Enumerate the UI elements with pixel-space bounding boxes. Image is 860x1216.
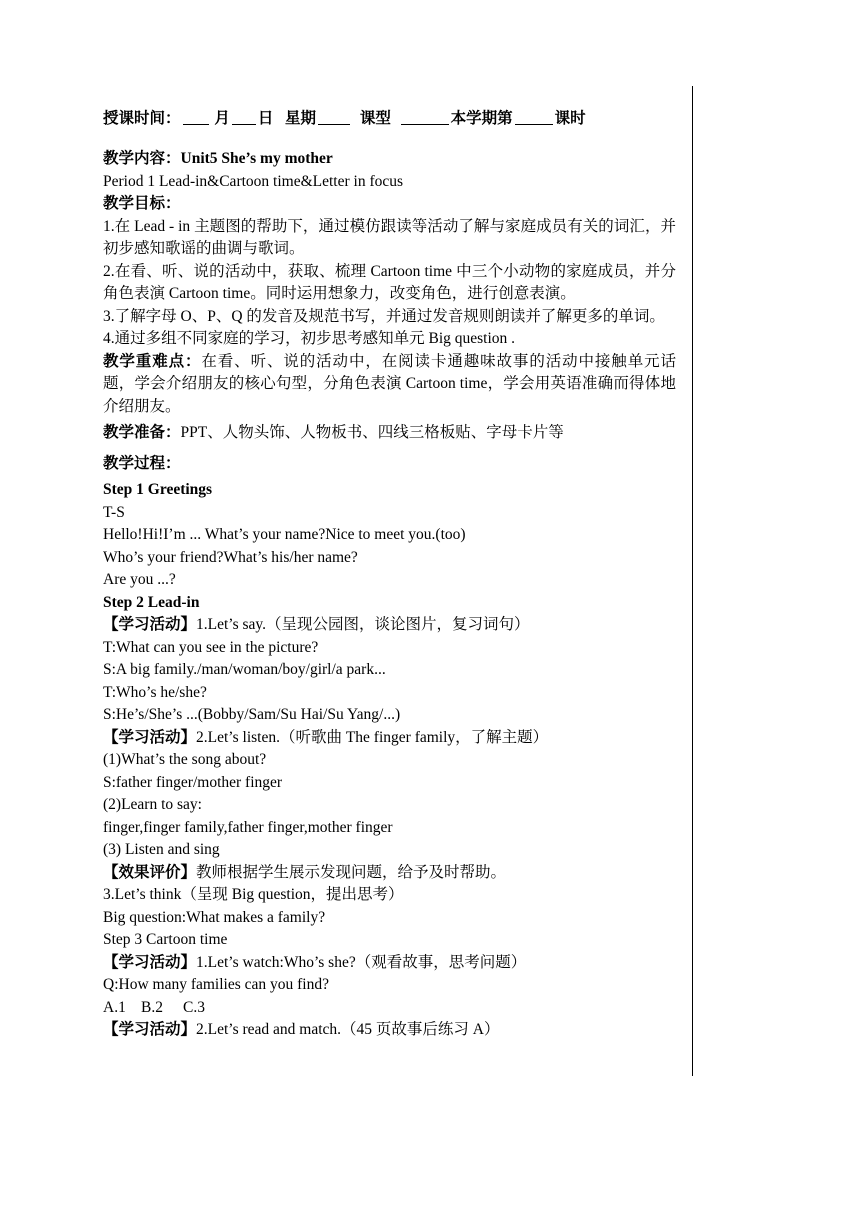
- activity-tag: 【学习活动】: [103, 1021, 197, 1038]
- step1-title: Step 1 Greetings: [103, 481, 213, 498]
- date-label: 授课时间：: [103, 110, 181, 127]
- weekday-label: 星期: [285, 110, 317, 127]
- evaluation-tag: 【效果评价】: [103, 863, 197, 881]
- activity-text: 1.Let’s watch:Who’s she?（观看故事，思考问题）: [196, 953, 527, 971]
- day-label: 日: [257, 110, 274, 127]
- activity-text: 1.Let’s say.（呈现公园图，谈论图片，复习词句）: [196, 616, 530, 633]
- dialog-line: finger,finger family,father finger,mother finger: [103, 818, 393, 836]
- step2-activity-2: [103, 727, 676, 750]
- step1-line: Who’s your friend?What’s his/her name?: [103, 548, 358, 566]
- content-label: 教学内容：: [103, 150, 181, 167]
- dialog-line: T:What can you see in the picture?: [103, 638, 319, 656]
- step2-title: Step 2 Lead-in: [103, 593, 200, 611]
- lesson-plan: [103, 104, 676, 1042]
- goal-item-2: 2.在看、听、说的活动中，获取、梳理 Cartoon time 中三个小动物的家庭成员，并分角色表演 Cartoon time。同时运用想象力，改变角色，进行创意表演。: [103, 262, 676, 302]
- key-points-label: 教学重难点：: [103, 352, 202, 370]
- dialog-line: S:father finger/mother finger: [103, 773, 283, 791]
- prep-label: 教学准备：: [103, 424, 181, 441]
- key-points-text: 在看、听、说的活动中，在阅读卡通趣味故事的活动中接触单元话题，学会介绍朋友的核心句型，分角色表演 Cartoon time，学会用英语准确而得体地介绍朋友。: [103, 352, 676, 415]
- option-c: C.3: [183, 998, 205, 1016]
- step2-evaluation: [103, 862, 676, 885]
- month-label: 月: [214, 110, 230, 127]
- step1-line: Hello!Hi!I’m ... What’s your name?Nice to meet you.(too): [103, 526, 466, 543]
- dialog-line: T:Who’s he/she?: [103, 683, 207, 701]
- prep-text: PPT、人物头饰、人物板书、四线三格板贴、字母卡片等: [180, 424, 564, 441]
- activity-tag: 【学习活动】: [103, 728, 197, 746]
- activity-tag: 【学习活动】: [103, 616, 197, 633]
- step3-activity-2: [103, 1019, 676, 1042]
- process-label: 教学过程：: [103, 454, 181, 472]
- step2-think: 3.Let’s think（呈现 Big question，提出思考）: [103, 886, 404, 903]
- unit-title: Unit5 She’s my mother: [180, 150, 333, 167]
- weekday-blank: [318, 108, 350, 125]
- lesson-type-label: 课型: [359, 110, 391, 127]
- step3-activity-1: [103, 952, 676, 975]
- dialog-line: S:He’s/She’s ...(Bobby/Sam/Su Hai/Su Yang/...): [103, 706, 401, 723]
- option-a: A.1: [103, 998, 126, 1016]
- month-blank: [183, 108, 209, 125]
- goal-item-4: 4.通过多组不同家庭的学习，初步思考感知单元 Big question .: [103, 330, 516, 347]
- term-lesson-blank: [515, 108, 553, 125]
- step1-line: Are you ...?: [103, 571, 176, 588]
- header-line: [103, 104, 676, 134]
- table-border-line: [692, 86, 693, 1076]
- activity-text: 2.Let’s listen.（听歌曲 The finger family，了解主题）: [196, 728, 549, 746]
- prep: [103, 422, 676, 445]
- option-b: B.2: [141, 998, 163, 1016]
- goal-item-1: 1.在 Lead - in 主题图的帮助下，通过模仿跟读等活动了解与家庭成员有关的词汇，并初步感知歌谣的曲调与歌词。: [103, 217, 676, 257]
- dialog-line: (2)Learn to say:: [103, 796, 202, 813]
- day-blank: [232, 108, 256, 125]
- content-heading: [103, 148, 676, 171]
- dialog-line: S:A big family./man/woman/boy/girl/a park...: [103, 661, 386, 678]
- goals-label: 教学目标：: [103, 195, 181, 212]
- step3-options: [103, 997, 676, 1020]
- activity-text: 2.Let’s read and match.（45 页故事后练习 A）: [196, 1021, 500, 1038]
- activity-tag: 【学习活动】: [103, 953, 197, 971]
- step3-question: Q:How many families can you find?: [103, 976, 329, 993]
- goal-item-3: 3.了解字母 O、P、Q 的发音及规范书写，并通过发音规则朗读并了解更多的单词。: [103, 307, 665, 325]
- dialog-line: (1)What’s the song about?: [103, 751, 267, 768]
- step1-line: T-S: [103, 503, 125, 521]
- step2-activity-1: [103, 614, 676, 637]
- big-question: Big question:What makes a family?: [103, 908, 326, 926]
- evaluation-text: 教师根据学生展示发现问题，给予及时帮助。: [196, 863, 507, 881]
- step3-title: Step 3 Cartoon time: [103, 931, 228, 948]
- lesson-type-blank: [401, 108, 449, 125]
- term-lesson-prefix: 本学期第: [450, 110, 513, 127]
- term-lesson-suffix: 课时: [554, 110, 586, 127]
- dialog-line: (3) Listen and sing: [103, 841, 220, 858]
- key-points: [103, 351, 676, 419]
- period-title: Period 1 Lead-in&Cartoon time&Letter in focus: [103, 172, 404, 190]
